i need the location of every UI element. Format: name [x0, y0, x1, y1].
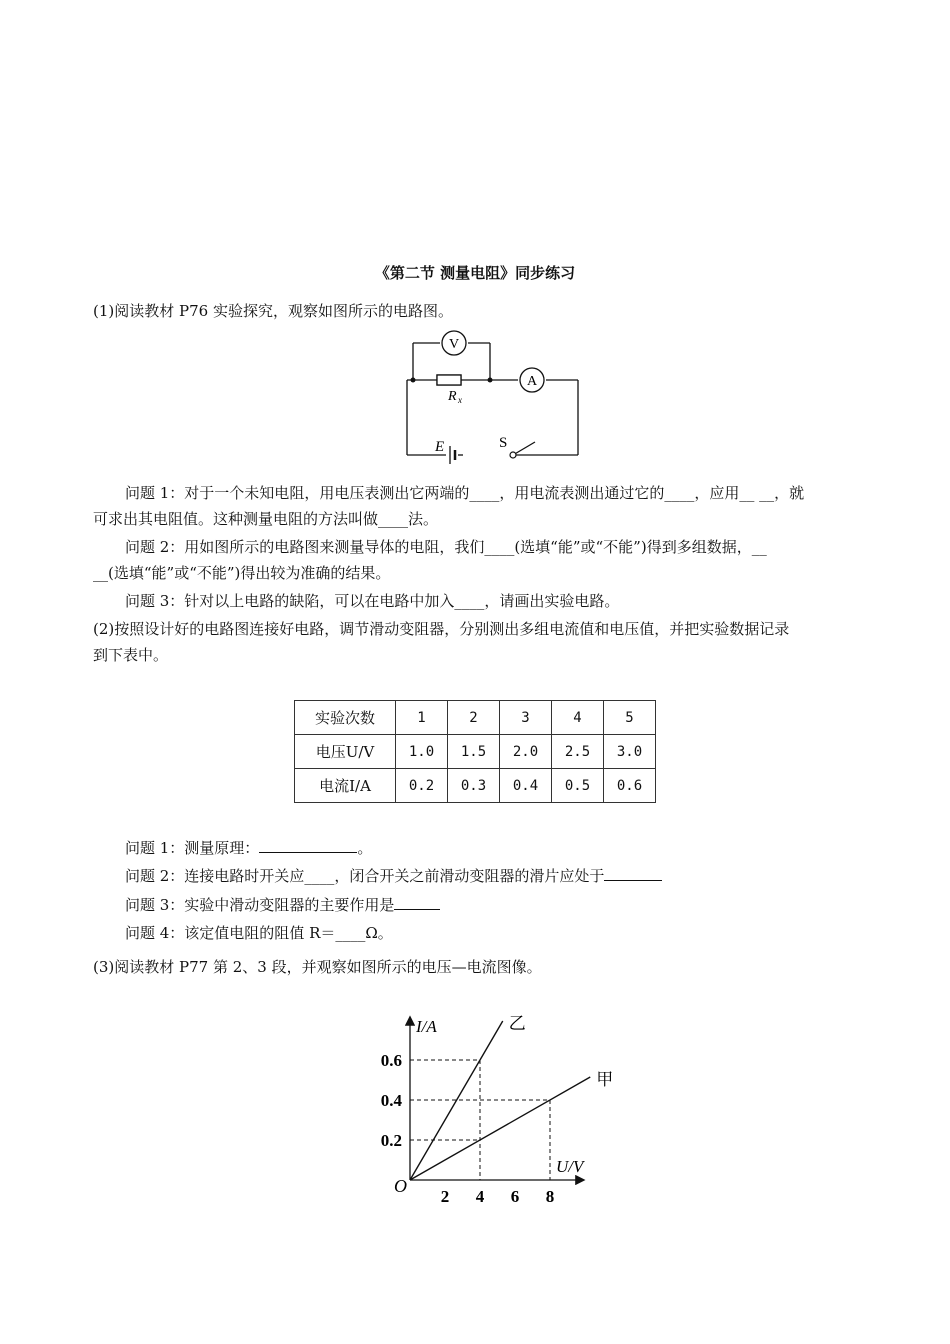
y-tick-label: 0.2	[380, 1131, 402, 1150]
resistor-label: R	[448, 389, 457, 404]
table-cell: 实验次数	[295, 701, 396, 735]
data-table	[294, 700, 656, 803]
table-cell: 1.5	[448, 735, 500, 769]
part1-q3: 问题 3：针对以上电路的缺陷，可以在电路中加入____，请画出实验电路。	[125, 592, 620, 610]
table-header-row	[295, 701, 656, 735]
table-cell: 电压U/V	[295, 735, 396, 769]
part1-q1-line1: 问题 1：对于一个未知电阻，用电压表测出它两端的____，用电流表测出通过它的____，应用__ __，就	[125, 484, 805, 502]
part2-q1-prefix: 问题 1：测量原理：	[125, 839, 260, 857]
table-row	[295, 769, 656, 803]
answer-blank[interactable]	[394, 893, 440, 910]
part2-q3-text: 问题 3：实验中滑动变阻器的主要作用是	[125, 896, 395, 914]
y-tick-label: 0.4	[380, 1091, 402, 1110]
part2-q1	[125, 835, 895, 861]
circuit-diagram	[395, 325, 595, 465]
table-cell: 3	[500, 701, 552, 735]
y-axis-label: I/A	[416, 1017, 437, 1036]
table-cell: 4	[552, 701, 604, 735]
battery-label: E	[435, 439, 445, 455]
table-cell: 电流I/A	[295, 769, 396, 803]
chart-guide-lines	[410, 1060, 550, 1180]
table-cell: 5	[604, 701, 656, 735]
x-axis-label: U/V	[556, 1157, 584, 1176]
answer-blank[interactable]	[259, 836, 357, 853]
origin-label: O	[394, 1176, 407, 1196]
series-label: 甲	[596, 1070, 614, 1089]
table-cell: 3.0	[604, 735, 656, 769]
part2-q2-text: 问题 2：连接电路时开关应____，闭合开关之前滑动变阻器的滑片应处于	[125, 867, 605, 885]
table-cell: 0.5	[552, 769, 604, 803]
table-cell: 0.3	[448, 769, 500, 803]
part1-q2-line1: 问题 2：用如图所示的电路图来测量导体的电阻，我们____(选填“能”或“不能”)得到多组数据，__	[125, 538, 767, 556]
table-cell: 0.4	[500, 769, 552, 803]
part2-q4: 问题 4：该定值电阻的阻值 R＝____Ω。	[125, 924, 393, 942]
x-tick-label: 6	[510, 1187, 520, 1206]
voltmeter-label: V	[448, 337, 460, 352]
resistor-subscript: x	[458, 395, 462, 405]
x-tick-label: 2	[440, 1187, 450, 1206]
part1-q1-line2: 可求出其电阻值。这种测量电阻的方法叫做____法。	[93, 510, 439, 528]
page-title: 《第二节 测量电阻》同步练习	[374, 264, 576, 282]
part2-q3	[125, 892, 895, 918]
table-cell: 1	[396, 701, 448, 735]
x-tick-label: 8	[545, 1187, 555, 1206]
part2-intro-line1: (2)按照设计好的电路图连接好电路，调节滑动变阻器，分别测出多组电流值和电压值，并把实验数据记录	[93, 620, 790, 638]
answer-blank[interactable]	[604, 864, 662, 881]
part1-q2-line2: __(选填“能”或“不能”)得出较为准确的结果。	[93, 564, 391, 582]
switch-label: S	[499, 435, 508, 451]
part2-q2	[125, 863, 895, 889]
table-cell: 0.2	[396, 769, 448, 803]
table-cell: 2.0	[500, 735, 552, 769]
ammeter-label: A	[526, 374, 538, 389]
part2-intro-line2: 到下表中。	[93, 646, 169, 664]
series-label: 乙	[508, 1014, 526, 1033]
switch-contact	[510, 452, 516, 458]
y-tick-label: 0.6	[380, 1051, 402, 1070]
part2-q1-suffix: 。	[357, 839, 373, 857]
part1-intro: (1)阅读教材 P76 实验探究，观察如图所示的电路图。	[93, 302, 453, 320]
junction-dot	[411, 378, 416, 383]
table-row	[295, 735, 656, 769]
resistor-body	[437, 375, 461, 385]
table-cell: 2	[448, 701, 500, 735]
junction-dot	[488, 378, 493, 383]
part3-intro: (3)阅读教材 P77 第 2、3 段，并观察如图所示的电压—电流图像。	[93, 958, 542, 976]
table-cell: 0.6	[604, 769, 656, 803]
x-tick-label: 4	[475, 1187, 485, 1206]
iu-chart	[360, 1000, 640, 1215]
table-cell: 1.0	[396, 735, 448, 769]
table-cell: 2.5	[552, 735, 604, 769]
